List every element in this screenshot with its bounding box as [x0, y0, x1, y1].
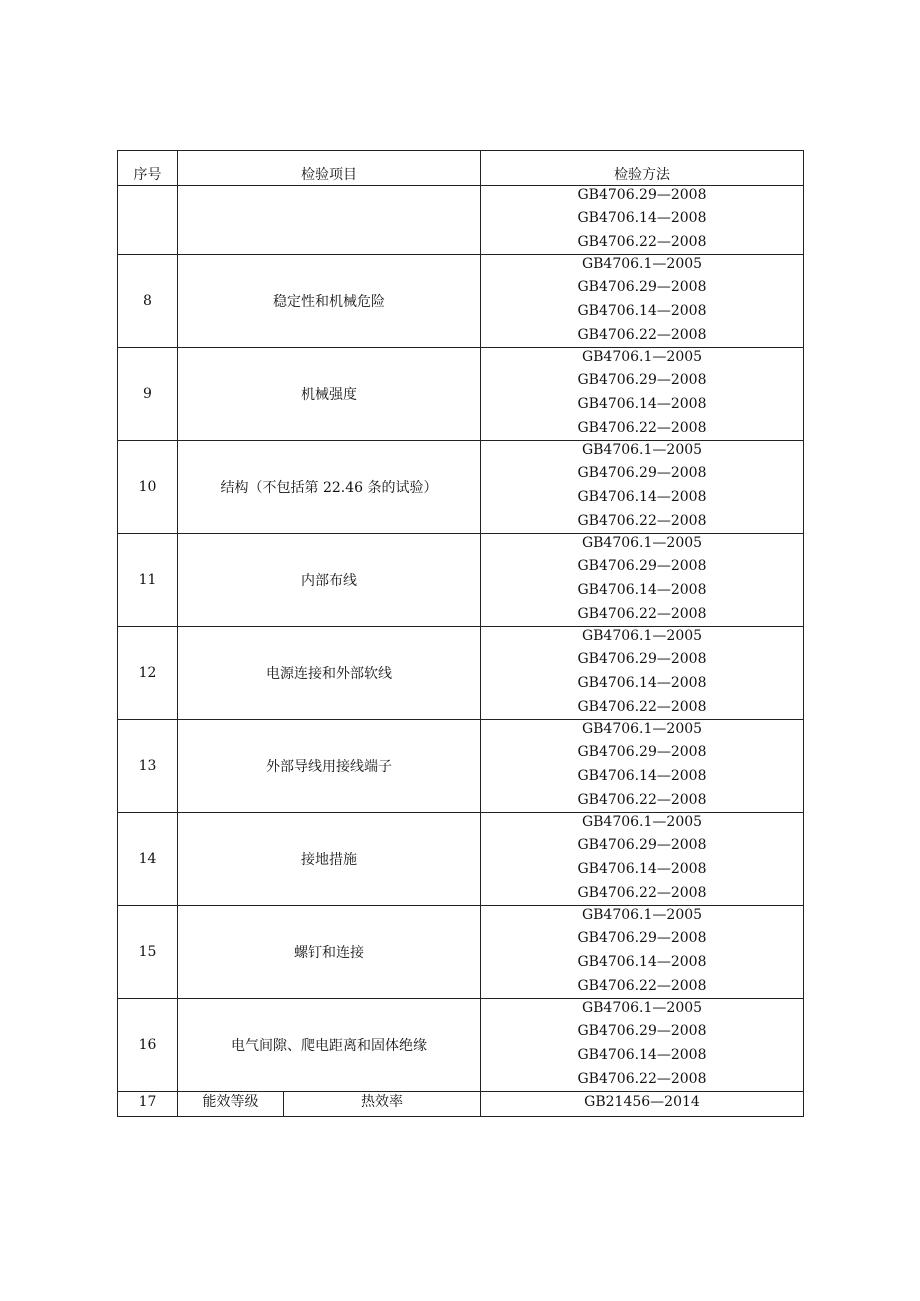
row-no: 15 [118, 906, 178, 999]
method-line: GB4706.22—2008 [577, 885, 707, 901]
row-methods [481, 255, 804, 348]
method-line: GB4706.14—2008 [577, 582, 707, 598]
method-line: GB4706.22—2008 [577, 234, 707, 250]
method-line: GB4706.22—2008 [577, 606, 707, 622]
row-item: 机械强度 [178, 348, 481, 441]
method-line: GB4706.14—2008 [577, 303, 707, 319]
row-category: 能效等级 [178, 1092, 284, 1117]
method-line: GB4706.29—2008 [577, 744, 707, 760]
row-methods [481, 441, 804, 534]
row-item: 热效率 [284, 1092, 481, 1117]
row-item: 内部布线 [178, 534, 481, 627]
method-line: GB4706.1—2005 [581, 349, 703, 365]
row-item: 螺钉和连接 [178, 906, 481, 999]
table-row [118, 348, 804, 441]
row-no: 13 [118, 720, 178, 813]
row-methods [481, 720, 804, 813]
row-item: 接地措施 [178, 813, 481, 906]
row-methods [481, 186, 804, 255]
method-line: GB4706.29—2008 [577, 465, 707, 481]
method-line: GB4706.22—2008 [577, 699, 707, 715]
method-line: GB4706.29—2008 [577, 279, 707, 295]
row-no: 8 [118, 255, 178, 348]
method-line: GB4706.1—2005 [581, 535, 703, 551]
method-line: GB4706.1—2005 [581, 907, 703, 923]
method-line: GB4706.14—2008 [577, 489, 707, 505]
method-line: GB4706.29—2008 [577, 651, 707, 667]
method-line: GB4706.29—2008 [577, 372, 707, 388]
header-item: 检验项目 [178, 151, 481, 186]
row-item: 结构（不包括第 22.46 条的试验） [178, 441, 481, 534]
method-line: GB4706.1—2005 [581, 1000, 703, 1016]
row-method: GB21456—2014 [481, 1092, 804, 1117]
method-line: GB4706.14—2008 [577, 768, 707, 784]
row-no [118, 186, 178, 255]
method-line: GB4706.29—2008 [577, 930, 707, 946]
method-line: GB4706.22—2008 [577, 1071, 707, 1087]
method-line: GB4706.29—2008 [577, 187, 707, 203]
row-no: 17 [118, 1092, 178, 1117]
method-line: GB4706.29—2008 [577, 558, 707, 574]
row-no: 14 [118, 813, 178, 906]
row-item: 稳定性和机械危险 [178, 255, 481, 348]
row-item [178, 186, 481, 255]
method-line: GB4706.1—2005 [581, 628, 703, 644]
row-no: 12 [118, 627, 178, 720]
method-line: GB4706.14—2008 [577, 1047, 707, 1063]
row-item: 电源连接和外部软线 [178, 627, 481, 720]
header-row [118, 151, 804, 186]
inspection-table [117, 150, 804, 1117]
table-body [118, 151, 804, 1117]
method-line: GB4706.29—2008 [577, 837, 707, 853]
method-line: GB4706.22—2008 [577, 978, 707, 994]
table-row [118, 720, 804, 813]
table-row [118, 999, 804, 1092]
row-methods [481, 348, 804, 441]
row-methods [481, 534, 804, 627]
row-methods [481, 906, 804, 999]
header-method: 检验方法 [481, 151, 804, 186]
table-row-last [118, 1092, 804, 1117]
method-line: GB4706.22—2008 [577, 420, 707, 436]
method-line: GB4706.1—2005 [581, 442, 703, 458]
method-line: GB4706.22—2008 [577, 792, 707, 808]
table-row [118, 906, 804, 999]
table-row [118, 627, 804, 720]
row-no: 10 [118, 441, 178, 534]
method-line: GB4706.14—2008 [577, 675, 707, 691]
row-no: 11 [118, 534, 178, 627]
method-line: GB4706.1—2005 [581, 721, 703, 737]
row-methods [481, 627, 804, 720]
row-methods [481, 999, 804, 1092]
method-line: GB4706.14—2008 [577, 954, 707, 970]
continued-row [118, 186, 804, 255]
table-row [118, 441, 804, 534]
method-line: GB4706.1—2005 [581, 256, 703, 272]
method-line: GB4706.29—2008 [577, 1023, 707, 1039]
method-line: GB4706.14—2008 [577, 210, 707, 226]
row-no: 9 [118, 348, 178, 441]
row-methods [481, 813, 804, 906]
table-row [118, 813, 804, 906]
header-no: 序号 [118, 151, 178, 186]
method-line: GB4706.14—2008 [577, 861, 707, 877]
row-no: 16 [118, 999, 178, 1092]
method-line: GB4706.22—2008 [577, 327, 707, 343]
row-item: 外部导线用接线端子 [178, 720, 481, 813]
table-row [118, 255, 804, 348]
table-row [118, 534, 804, 627]
method-line: GB4706.14—2008 [577, 396, 707, 412]
row-item: 电气间隙、爬电距离和固体绝缘 [178, 999, 481, 1092]
method-line: GB4706.22—2008 [577, 513, 707, 529]
method-line: GB4706.1—2005 [581, 814, 703, 830]
